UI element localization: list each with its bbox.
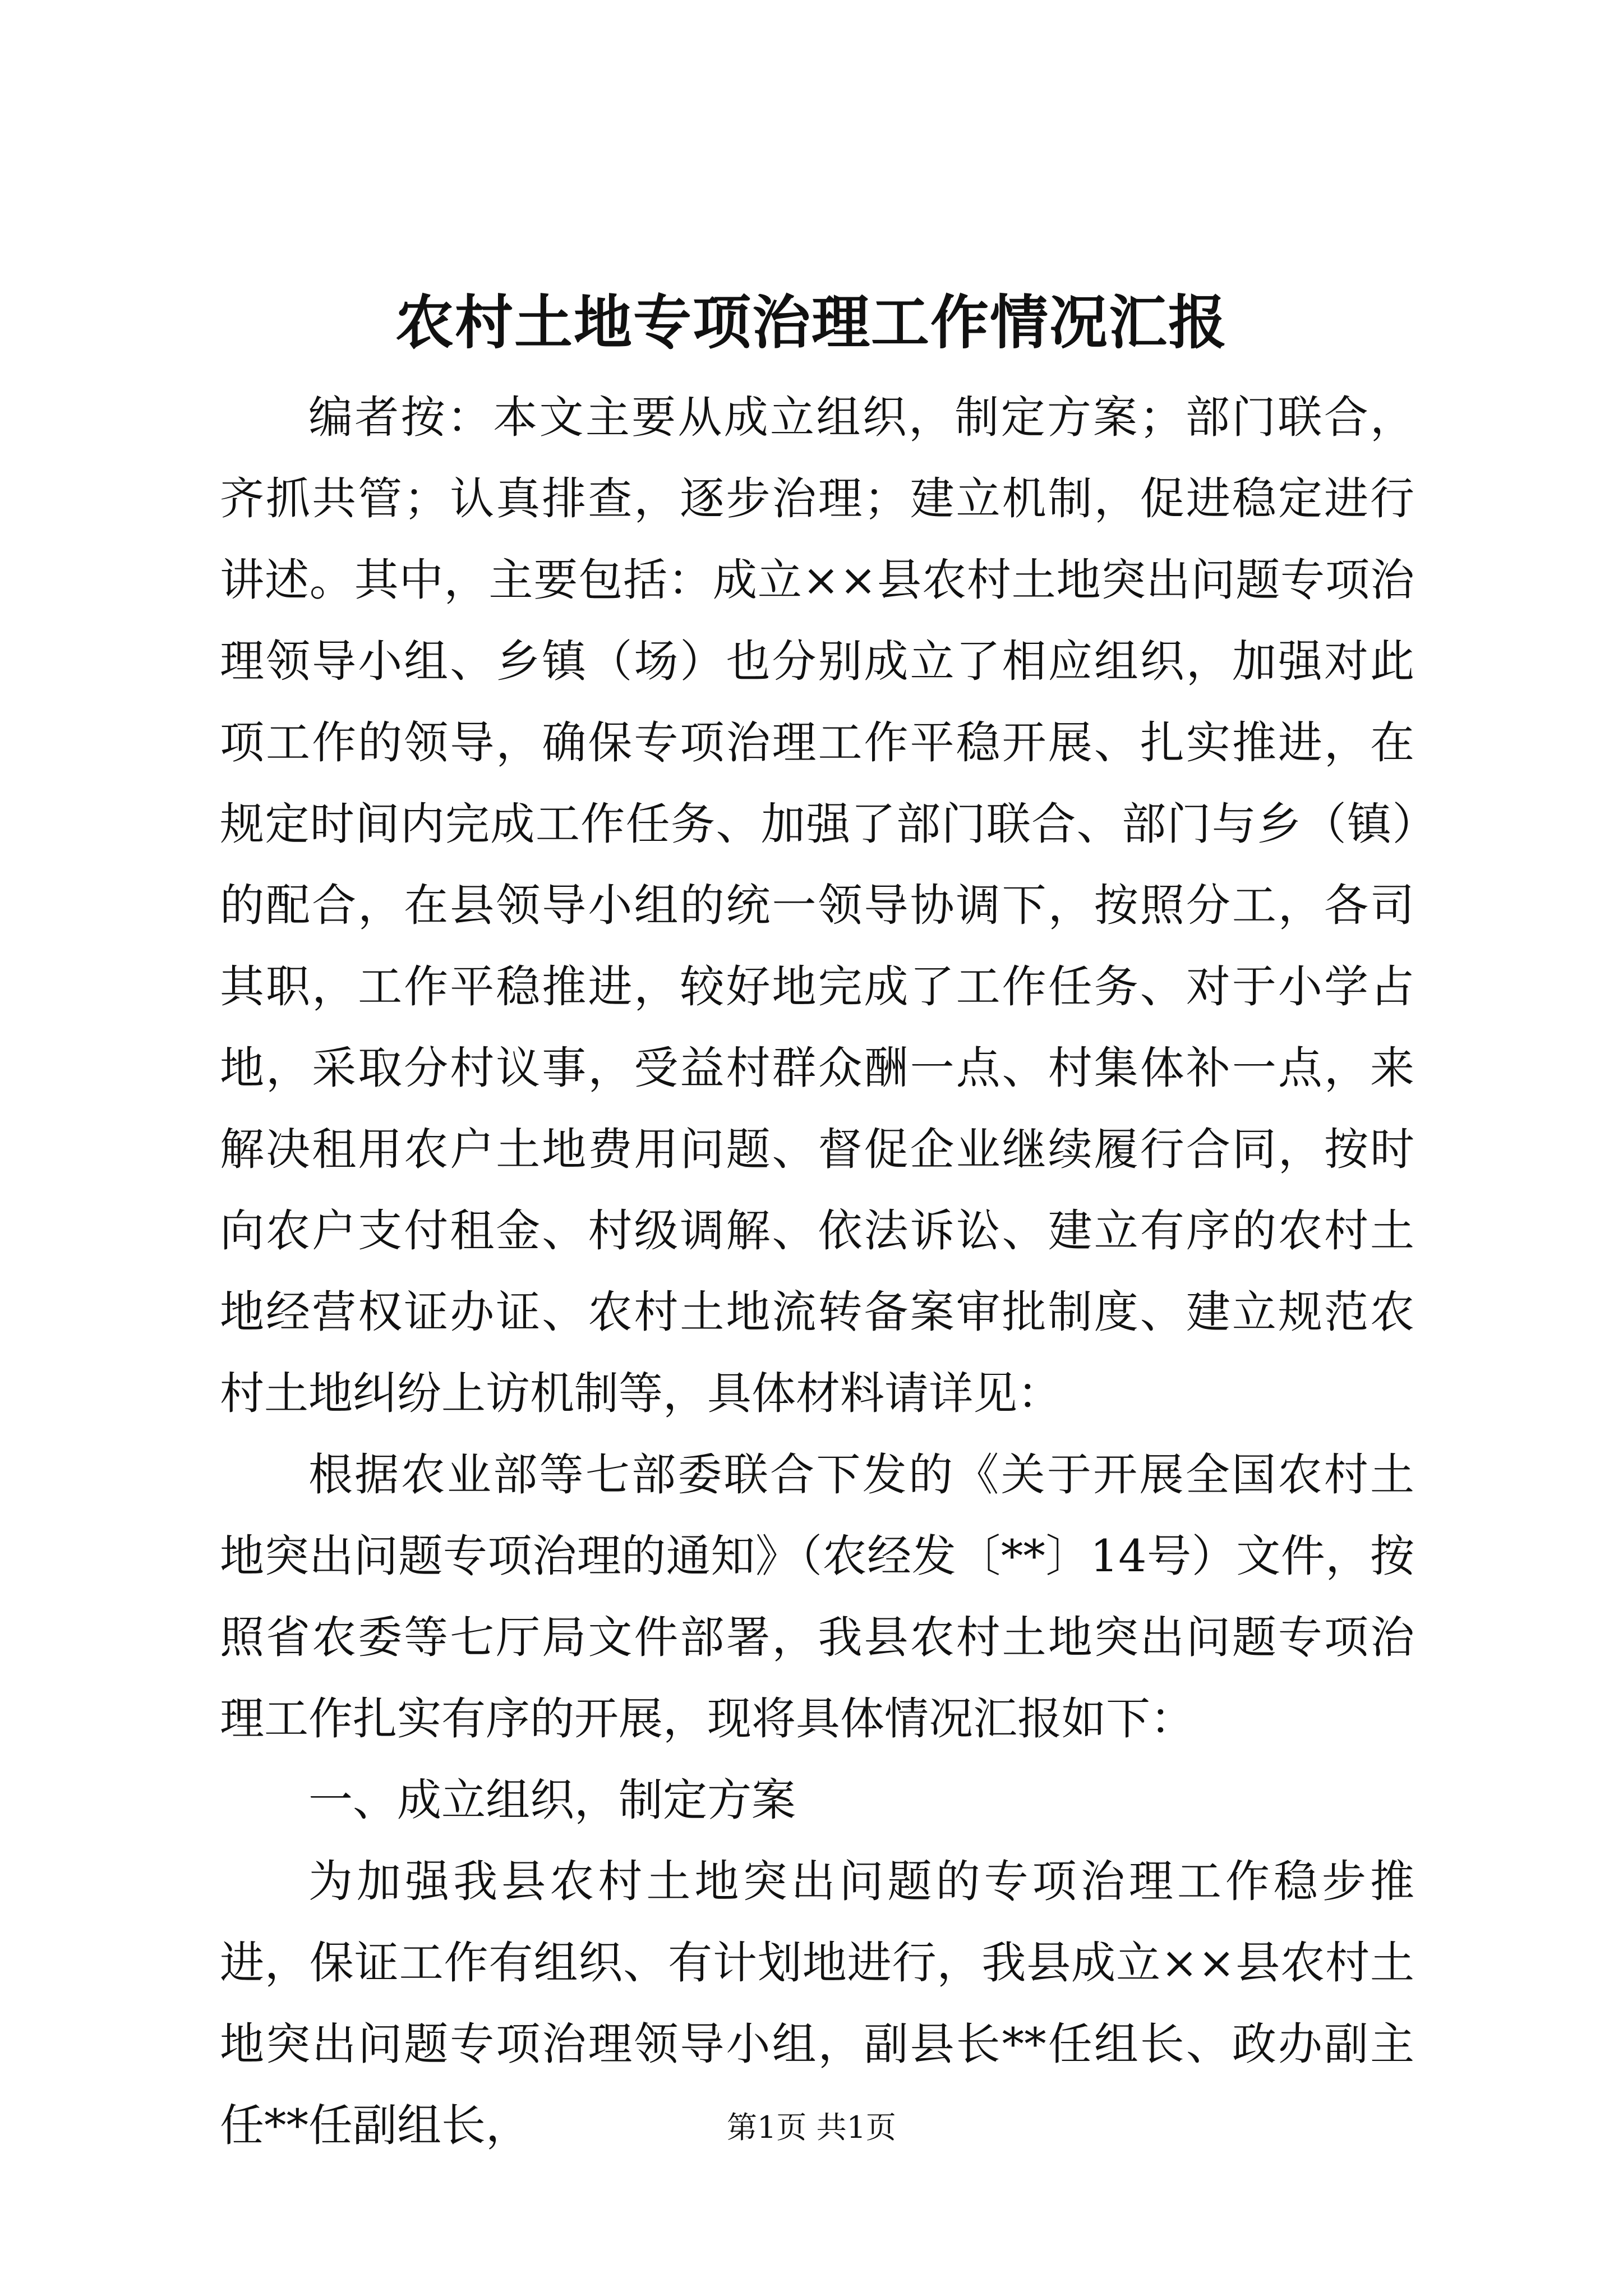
section-paragraph: 为加强我县农村土地突出问题的专项治理工作稳步推进，保证工作有组织、有计划地进行，我县成立××县农村土地突出问题专项治理领导小组，副县长**任组长、政办副主任**任副组长， bbox=[220, 1856, 1414, 2151]
document-title: 农村土地专项治理工作情况汇报 bbox=[395, 288, 1228, 357]
section-heading: 一、成立组织，制定方案 bbox=[308, 1774, 796, 1826]
intro-paragraph: 根据农业部等七部委联合下发的《关于开展全国农村土地突出问题专项治理的通知》（农经发〔**〕14号）文件，按照省农委等七厅局文件部署，我县农村土地突出问题专项治理工作扎实有序的开展，现将具体情况汇报如下： bbox=[220, 1449, 1414, 1745]
document-body bbox=[220, 377, 1414, 2166]
page-number-footer: 第1页 共1页 bbox=[727, 2110, 896, 2145]
editor-note-paragraph: 编者按：本文主要从成立组织，制定方案；部门联合，齐抓共管；认真排查，逐步治理；建立机制，促进稳定进行讲述。其中，主要包括：成立××县农村土地突出问题专项治理领导小组、乡镇（场）也分别成立了相应组织，加强对此项工作的领导，确保专项治理工作平稳开展、扎实推进，在规定时间内完成工作任务、加强了部门联合、部门与乡（镇）的配合，在县领导小组的统一领导协调下，按照分工，各司其职，工作平稳推进，较好地完成了工作任务、对于小学占地，采取分村议事，受益村群众酬一点、村集体补一点，来解决租用农户土地费用问题、督促企业继续履行合同，按时向农户支付租金、村级调解、依法诉讼、建立有序的农村土地经营权证办证、农村土地流转备案审批制度、建立规范农村土地纠纷上访机制等，具体材料请详见： bbox=[220, 392, 1414, 1419]
